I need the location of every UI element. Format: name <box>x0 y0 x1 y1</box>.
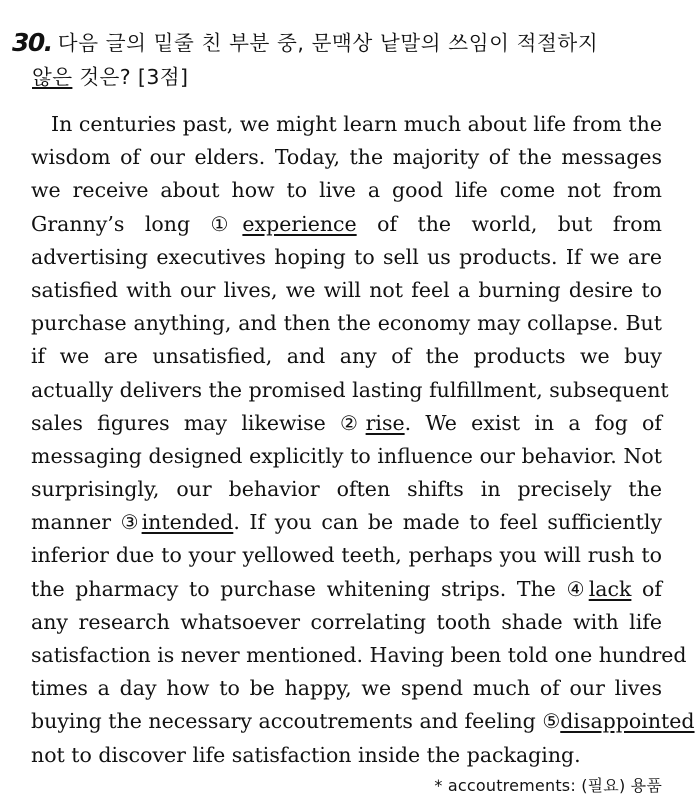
choice-marker-4: ④ <box>566 576 589 601</box>
choice-marker-2: ② <box>339 410 366 435</box>
choice-word-3: intended <box>141 510 234 535</box>
passage-line: any research whatsoever correlating tooth shade with life <box>31 609 662 634</box>
passage-line: In centuries past, we might learn much about life from the <box>51 112 662 136</box>
passage-text: of the world, but from <box>356 211 662 236</box>
reading-passage <box>31 108 695 772</box>
choice-word-5: disappointed <box>560 709 695 734</box>
passage-text: of <box>631 576 662 601</box>
choice-marker-3: ③ <box>120 510 142 535</box>
passage-text: the pharmacy to purchase whitening strips. The <box>31 576 567 601</box>
footnote: * accoutrements: (필요) 용품 <box>434 776 662 795</box>
passage-line: wisdom of our elders. Today, the majority of the messages <box>31 145 662 170</box>
choice-word-1: experience <box>242 211 357 236</box>
choice-word-4: lack <box>588 576 632 601</box>
question-header <box>12 26 662 94</box>
question-underlined-word: 않은 <box>32 65 73 89</box>
passage-line <box>31 705 695 738</box>
question-line-2 <box>12 60 662 94</box>
passage-line: we receive about how to live a good life come not from <box>31 178 662 203</box>
passage-line: messaging designed explicitly to influence our behavior. Not <box>31 443 662 468</box>
choice-marker-1: ① <box>210 211 243 236</box>
question-points: 것은? [3점] <box>72 65 189 89</box>
passage-line: not to discover life satisfaction inside the packaging. <box>31 742 581 767</box>
passage-text: Granny’s long <box>31 211 211 236</box>
passage-line: advertising executives hoping to sell us products. If we are <box>31 244 662 269</box>
passage-text: . We exist in a fog of <box>404 410 662 435</box>
question-number: 30. <box>12 28 52 57</box>
passage-text: sales figures may likewise <box>31 410 340 435</box>
passage-text: manner <box>31 510 121 535</box>
passage-line: purchase anything, and then the economy may collapse. But <box>31 311 662 336</box>
question-line-1 <box>12 26 662 60</box>
passage-text: . If you can be made to feel sufficiently <box>233 510 662 535</box>
passage-line: satisfaction is never mentioned. Having been told one hundred <box>31 643 687 667</box>
choice-word-2: rise <box>365 410 405 435</box>
passage-line <box>31 573 662 606</box>
question-prompt: 다음 글의 밑줄 친 부분 중, 문맥상 낱말의 쓰임이 적절하지 <box>57 31 599 55</box>
passage-line <box>31 208 662 241</box>
passage-line: satisfied with our lives, we will not feel a burning desire to <box>31 277 662 302</box>
passage-line: if we are unsatisfied, and any of the products we buy <box>31 344 662 369</box>
passage-line: inferior due to your yellowed teeth, perhaps you will rush to <box>31 543 662 568</box>
passage-line: times a day how to be happy, we spend much of our lives <box>31 676 662 701</box>
passage-line: actually delivers the promised lasting fulfillment, subsequent <box>31 377 669 402</box>
passage-text: buying the necessary accoutrements and feeling <box>31 709 543 734</box>
passage-line <box>31 506 662 539</box>
passage-line: surprisingly, our behavior often shifts in precisely the <box>31 477 662 502</box>
passage-line <box>31 407 662 440</box>
choice-marker-5: ⑤ <box>542 709 561 734</box>
